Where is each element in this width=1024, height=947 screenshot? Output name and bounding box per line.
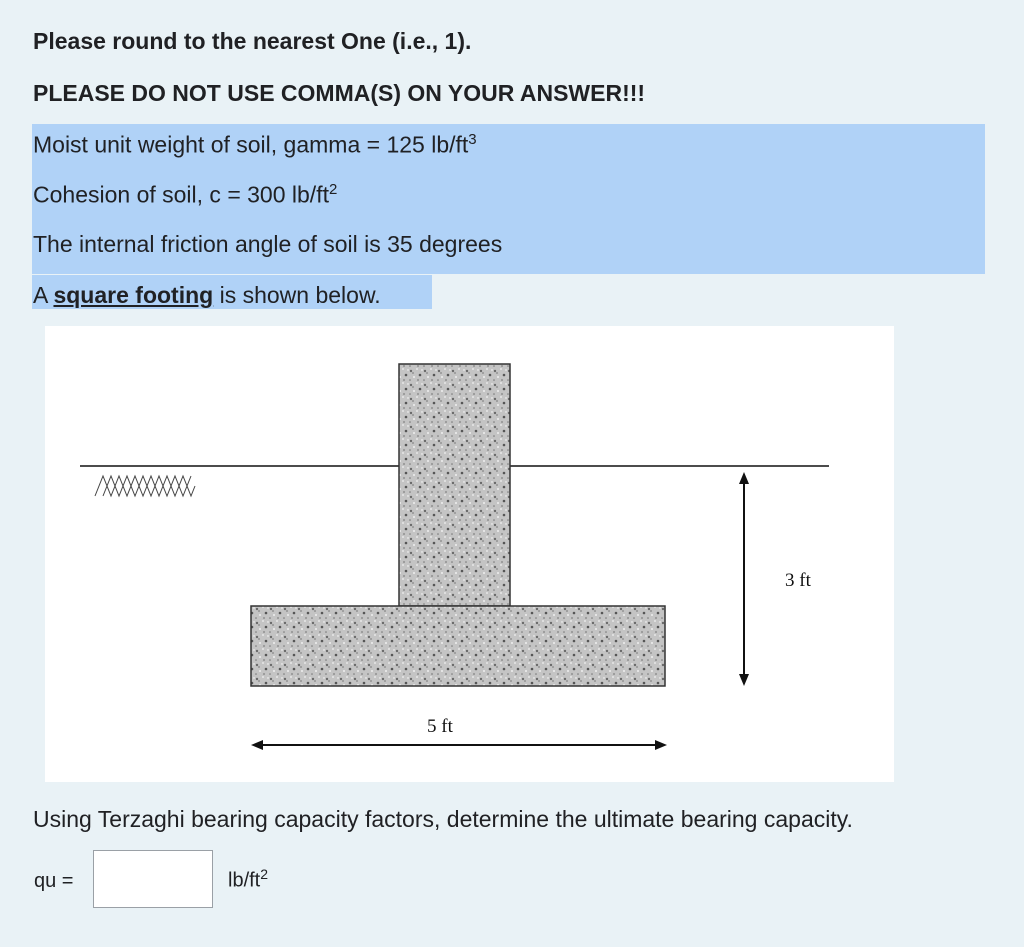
- answer-unit-exponent: 2: [260, 866, 269, 882]
- footing-column: [399, 364, 510, 606]
- cohesion-given: [33, 181, 337, 209]
- unit-weight-given: [33, 131, 477, 159]
- unit-weight-text: Moist unit weight of soil, gamma = 125 lb/ft: [33, 131, 469, 158]
- friction-angle-given: The internal friction angle of soil is 35 degrees: [33, 231, 503, 257]
- width-arrow-right-icon: [655, 740, 667, 750]
- answer-input[interactable]: [93, 850, 213, 908]
- no-comma-instruction: PLEASE DO NOT USE COMMA(S) ON YOUR ANSWER!!!: [33, 80, 646, 106]
- depth-arrow-up-icon: [739, 472, 749, 484]
- footing-base: [251, 606, 665, 686]
- footing-diagram: [45, 326, 894, 782]
- width-label: 5 ft: [427, 716, 453, 737]
- depth-arrow-down-icon: [739, 674, 749, 686]
- cohesion-exponent: 2: [328, 181, 338, 198]
- soil-hatch-icon-2: [103, 476, 191, 496]
- rounding-instruction: Please round to the nearest One (i.e., 1).: [33, 28, 472, 54]
- answer-unit-text: lb/ft: [228, 869, 261, 892]
- answer-label: qu =: [34, 870, 74, 892]
- answer-unit: [228, 866, 268, 893]
- width-arrow-left-icon: [251, 740, 263, 750]
- unit-weight-exponent: 3: [468, 131, 477, 148]
- footing-description: [33, 282, 381, 309]
- footing-diagram-svg: [45, 326, 894, 782]
- footing-suffix: is shown below.: [213, 282, 381, 308]
- cohesion-text: Cohesion of soil, c = 300 lb/ft: [33, 181, 329, 208]
- square-footing-term: square footing: [53, 282, 214, 308]
- depth-label: 3 ft: [785, 570, 811, 591]
- question-text: Using Terzaghi bearing capacity factors, determine the ultimate bearing capacity.: [33, 806, 853, 832]
- footing-prefix: A: [33, 282, 54, 308]
